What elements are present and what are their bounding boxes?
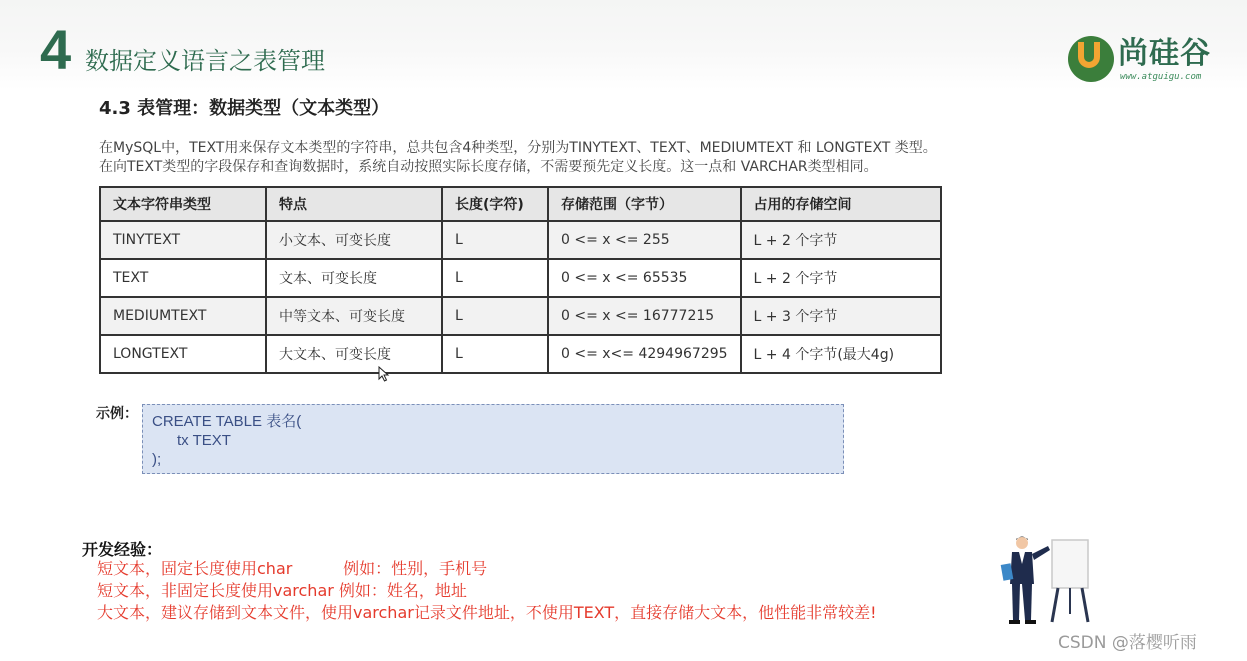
code-line: CREATE TABLE 表名(: [152, 413, 302, 430]
experience-line: 短文本，固定长度使用char 例如：性别，手机号: [97, 559, 488, 578]
experience-title: 开发经验：: [82, 540, 163, 559]
code-example-box: [142, 404, 844, 474]
table-cell: 大文本、可变长度: [266, 335, 442, 373]
experience-line: 短文本，非固定长度使用varchar 例如：姓名，地址: [97, 581, 467, 600]
table-cell: LONGTEXT: [100, 335, 266, 373]
table-row: [100, 297, 941, 335]
col-header-storage: 占用的存储空间: [741, 187, 941, 221]
intro-line-1: 在MySQL中，TEXT用来保存文本类型的字符串，总共包含4种类型，分别为TINYTEXT、TEXT、MEDIUMTEXT 和 LONGTEXT 类型。: [99, 140, 937, 156]
watermark: CSDN @落樱听雨: [1058, 633, 1197, 653]
col-header-length: 长度(字符): [442, 187, 548, 221]
table-cell: 文本、可变长度: [266, 259, 442, 297]
table-cell: L: [442, 335, 548, 373]
chapter-title: 数据定义语言之表管理: [85, 47, 325, 75]
table-cell: 0 <= x<= 4294967295: [548, 335, 741, 373]
col-header-type: 文本字符串类型: [100, 187, 266, 221]
presenter-illustration-icon: [996, 534, 1100, 630]
table-cell: 小文本、可变长度: [266, 221, 442, 259]
text-types-table: [99, 186, 942, 374]
mouse-cursor-icon: [378, 366, 390, 382]
col-header-range: 存储范围（字节）: [548, 187, 741, 221]
intro-line-2: 在向TEXT类型的字段保存和查询数据时，系统自动按照实际长度存储，不需要预先定义长度。这一点和 VARCHAR类型相同。: [99, 159, 878, 175]
chapter-number: 4: [40, 18, 72, 81]
intro-paragraph: [99, 139, 1059, 177]
table-cell: L + 3 个字节: [741, 297, 941, 335]
table-cell: 0 <= x <= 255: [548, 221, 741, 259]
table-row: [100, 221, 941, 259]
table-cell: L: [442, 297, 548, 335]
table-cell: TINYTEXT: [100, 221, 266, 259]
table-header-row: [100, 187, 941, 221]
logo-url: www.atguigu.com: [1120, 72, 1202, 82]
table-cell: L: [442, 221, 548, 259]
section-title: 4.3 表管理：数据类型（文本类型）: [99, 98, 390, 119]
header-band: [0, 0, 1247, 90]
table-cell: MEDIUMTEXT: [100, 297, 266, 335]
table-cell: L: [442, 259, 548, 297]
experience-line: 大文本，建议存储到文本文件，使用varchar记录文件地址，不使用TEXT，直接存储大文本，他性能非常较差!: [97, 603, 877, 622]
col-header-feature: 特点: [266, 187, 442, 221]
table-cell: 0 <= x <= 65535: [548, 259, 741, 297]
table-cell: 中等文本、可变长度: [266, 297, 442, 335]
code-line: );: [152, 451, 162, 468]
logo-u-inner: [1084, 42, 1094, 62]
table-cell: L + 2 个字节: [741, 221, 941, 259]
table-cell: TEXT: [100, 259, 266, 297]
table-row: [100, 259, 941, 297]
code-line: tx TEXT: [152, 432, 231, 449]
brand-logo: [1068, 36, 1228, 92]
table-cell: 0 <= x <= 16777215: [548, 297, 741, 335]
example-label: 示例：: [96, 406, 138, 422]
table-cell: L + 2 个字节: [741, 259, 941, 297]
table-cell: L + 4 个字节(最大4g): [741, 335, 941, 373]
logo-name: 尚硅谷: [1118, 36, 1211, 71]
table-row: [100, 335, 941, 373]
